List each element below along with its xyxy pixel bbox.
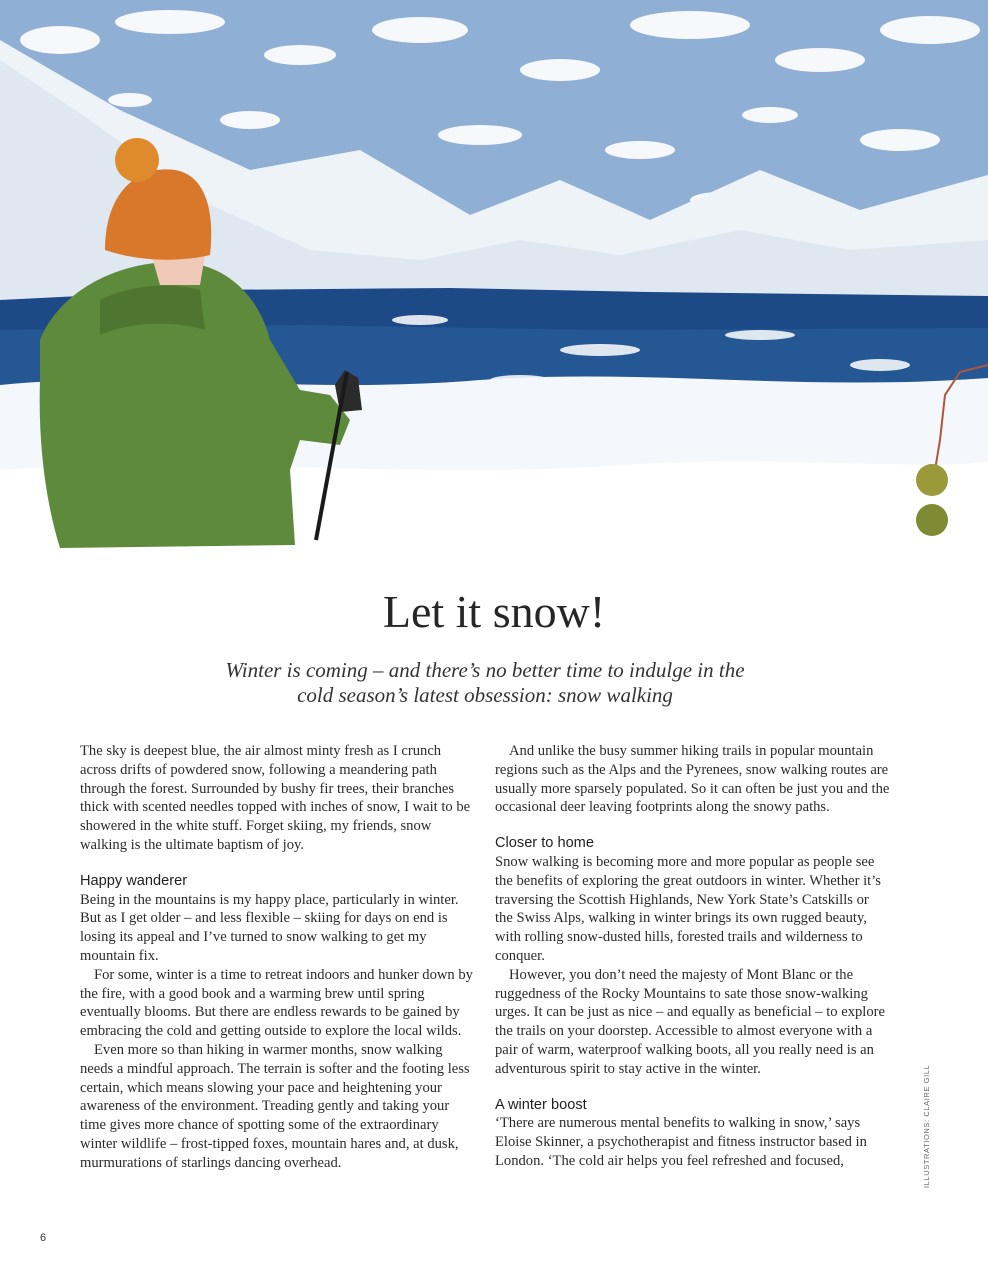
right-column [495,742,890,1171]
body-paragraph: Snow walking is becoming more and more popular as people see the benefits of exploring the great outdoors in winter. Whether it’s traversing the Scottish Highlands, New York State’s Catskills or the Swiss Alps, walking in winter brings its own rugged beauty, with rolling snow-dusted hills, forested trails and wilderness to conquer. [495,853,881,964]
page-number: 6 [40,1232,47,1244]
body-paragraph: Even more so than hiking in warmer months, snow walking needs a mindful approach. The terrain is softer and the footing less certain, which means slowing your pace and heightening your awareness of the environment. Treading gently and taking your time gives more chance of spotting some of the extraordinary winter wildlife – frost-tipped foxes, mountain hares and, at dusk, murmurations of starlings dancing overhead. [80,1041,470,1171]
body-paragraph: For some, winter is a time to retreat indoors and hunker down by the fire, with a good book and a warming brew until spring eventually blooms. But there are endless rewards to be gained by embracing the cold and getting outside to explore the local wilds. [80,966,473,1040]
body-paragraph: However, you don’t need the majesty of Mont Blanc or the ruggedness of the Rocky Mountains to sate those snow-walking urges. It can be just as nice – and equally as beneficial – to explore the trails on your doorstep. Accessible to almost everyone with a pair of warm, waterproof walking boots, all you really need is an adventurous spirit to stay active in the winter. [495,966,885,1077]
subheading-closer-to-home: Closer to home [495,835,594,852]
bauble [916,464,948,496]
body-paragraph: And unlike the busy summer hiking trails in popular mountain regions such as the Alps and the Pyrenees, snow walking routes are usually more sparsely populated. So it can often be just you and the occasional deer leaving footprints along the snowy paths. [495,743,890,816]
hat-pompom [115,138,159,182]
standfirst [170,658,800,708]
standfirst-line-2: cold season’s latest obsession: snow walking [297,683,673,707]
article-title: Let it snow! [382,586,606,637]
intro-paragraph: The sky is deepest blue, the air almost minty fresh as I crunch across drifts of powdered snow, following a meandering path through the forest. Surrounded by bushy fir trees, their branches thick with scented needles topped with inches of snow, I wait to be showered in the white stuff. Forget skiing, my friends, snow walking is the ultimate baptism of joy. [80,743,471,853]
hero-illustration [0,0,988,580]
body-paragraph: Being in the mountains is my happy place, particularly in winter. But as I get older – and less flexible – skiing for days on end is losing its appeal and I’ve turned to snow walking to get my mountain fix. [80,891,459,964]
illustration-credit: ILLUSTRATIONS: CLAIRE GILL [922,1064,931,1188]
left-column [80,742,476,1173]
body-paragraph: ‘There are numerous mental benefits to walking in snow,’ says Eloise Skinner, a psychotherapist and fitness instructor based in London. ‘The cold air helps you feel refreshed and focused, [495,1115,867,1169]
subheading-winter-boost: A winter boost [495,1096,587,1113]
standfirst-line-1: Winter is coming – and there’s no better time to indulge in the [225,658,745,682]
subheading-happy-wanderer: Happy wanderer [80,872,188,889]
